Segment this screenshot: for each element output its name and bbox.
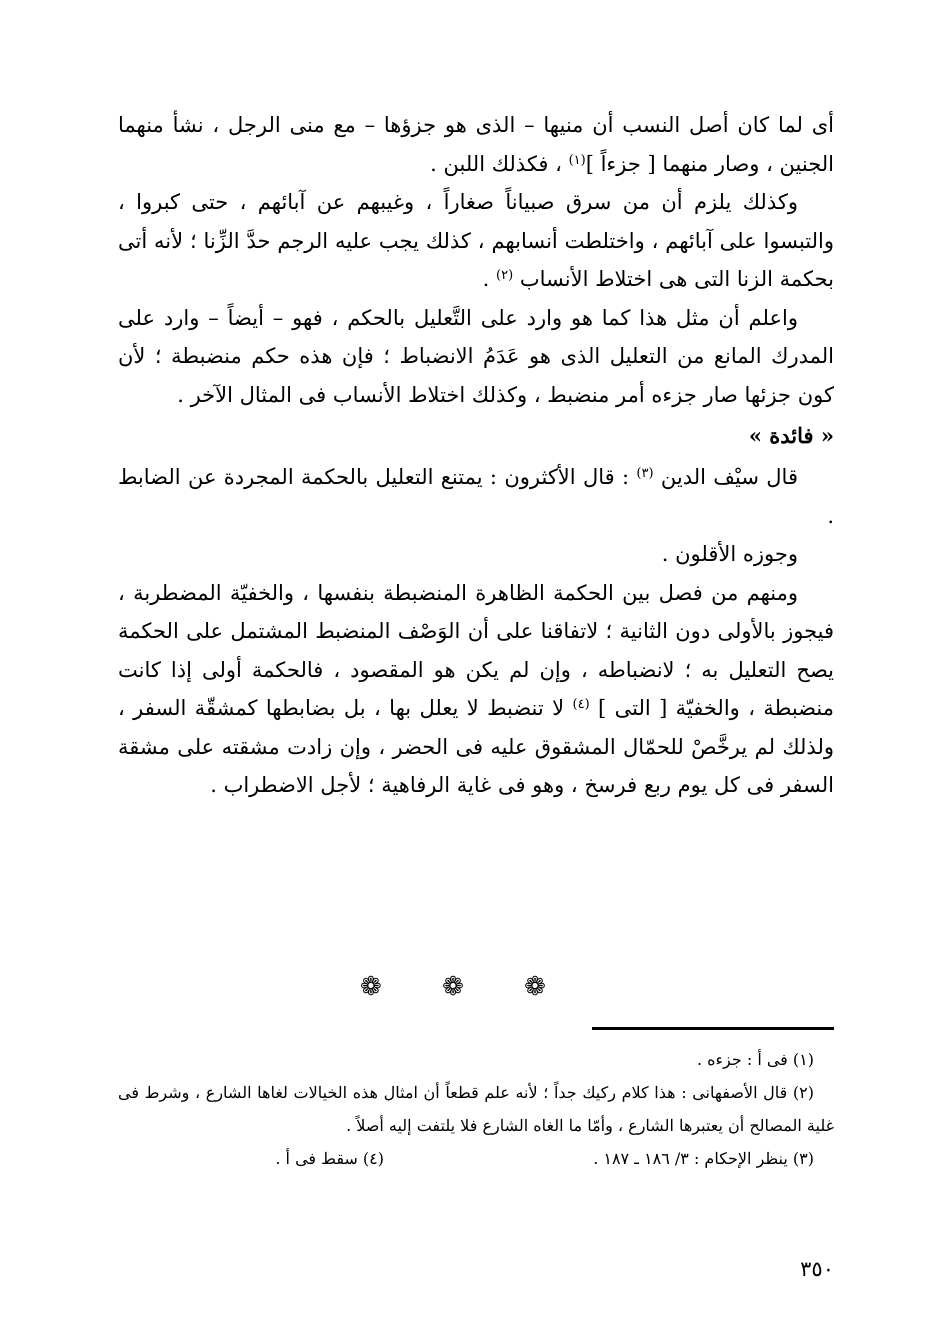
section-heading: « فائدة » (748, 423, 834, 448)
main-text (118, 106, 834, 805)
footnotes (118, 1043, 834, 1175)
paragraph-4 (118, 458, 834, 535)
footnote-4: (٤) سقط فى أ . (275, 1149, 384, 1168)
paragraph-4-start: قال سيْف الدين (660, 465, 798, 489)
paragraph-5: وجوزه الأقلون . (661, 542, 798, 566)
footnote-ref-3[interactable]: (٣) (636, 466, 654, 481)
paragraph-6-start: ومنهم من فصل بين الحكمة الظاهرة المنضبطة بنفسها ، والخفيّة المضطربة ، فيجوز بالأولى دون الثانية ؛ لاتفاقنا على أن الوَصْف المنضبط المشتمل على الحكمة يصح التعليل به ؛ لانضباطه ، وإن لم يكن هو المقصود ، فالحكمة أولى إذا كانت منضبطة ، والخفيّة [ التى ] (118, 580, 834, 720)
footnote-divider (592, 1027, 834, 1030)
paragraph-6-end: لا تنضبط لا يعلل بها ، بل بضابطها كمشقّة السفر ، ولذلك لم يرخَّصْ للحمّال المشقوق عليه فى الحضر ، وإن زادت مشقته على مشقة السفر فى كل يوم ربع فرسخ ، وهو فى غاية الرفاهية ؛ لأجل الاضطراب . (118, 696, 834, 797)
section-separator: ❁ ❁ ❁ (360, 972, 572, 1002)
footnote-1: (١) فى أ : جزءه . (696, 1050, 814, 1069)
paragraph-1-end: ، فكذلك اللبن . (430, 151, 569, 176)
footnote-ref-2[interactable]: (٢) (496, 268, 514, 283)
paragraph-3: واعلم أن مثل هذا كما هو وارد على التَّعليل بالحكم ، فهو – أيضاً – وارد على المدرك المانع من التعليل الذى هو عَدَمُ الانضباط ؛ فإن هذه حكم منضبطة ؛ لأن كون جزئها صار جزءه أمر منضبط ، وكذلك اختلاط الأنساب فى المثال الآخر . (118, 305, 834, 407)
paragraph-2 (118, 183, 834, 299)
paragraph-6 (118, 574, 834, 805)
paragraph-1 (118, 106, 834, 183)
paragraph-1-text: أى لما كان أصل النسب أن منيها – الذى هو جزؤها – مع منى الرجل ، نشأ منهما الجنين ، وصار منهما [ جزءاً ] (118, 113, 834, 176)
footnote-row (118, 1142, 834, 1175)
footnote-ref-4[interactable]: (٤) (572, 697, 590, 712)
paragraph-2-text: وكذلك يلزم أن من سرق صبياناً صغاراً ، وغيبهم عن آبائهم ، حتى كبروا ، والتبسوا على آبائهم ، واختلطت أنسابهم ، كذلك يجب عليه الرجم حدَّ الزِّنا ؛ لأنه أتى بحكمة الزنا التى هى اختلاط الأنساب (118, 190, 834, 291)
footnote-2: (٢) قال الأصفهانى : هذا كلام ركيك جداً ؛ لأنه علم قطعاً أن امثال هذه الخيالات لغاها الشارع ، وشرط فى غلية المصالح أن يعتبرها الشارع ، وأمّا ما الغاه الشارع فلا يلتفت إليه أصلاً . (118, 1083, 834, 1135)
page-number: ٣٥٠ (800, 1257, 834, 1281)
footnote-ref-1[interactable]: (١) (568, 152, 586, 168)
paragraph-2-end: . (482, 267, 497, 291)
paragraph-4-end: : قال الأكثرون : يمتنع التعليل بالحكمة المجردة عن الضابط . (118, 465, 834, 528)
footnote-3: (٣) ينظر الإحكام : ٣/ ١٨٦ ـ ١٨٧ . (593, 1149, 814, 1168)
